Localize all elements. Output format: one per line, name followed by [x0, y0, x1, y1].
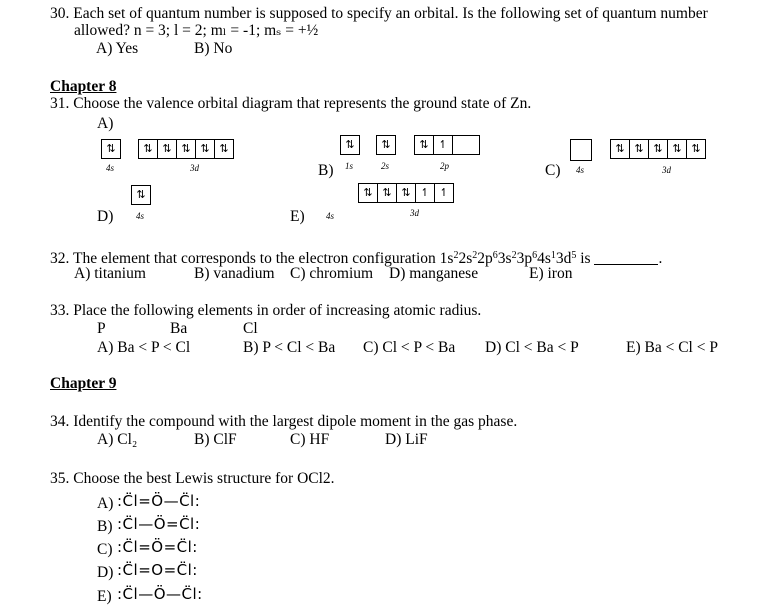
q30-option-b: B) No [194, 40, 233, 57]
config-orbital: 2p [477, 250, 493, 267]
q30-line1: 30. Each set of quantum number is supposed to specify an orbital. Is the following set of quantum number [50, 5, 708, 22]
q33-option-d: D) Cl < Ba < P [485, 339, 579, 356]
q31-e-4s-label: 4s [326, 211, 335, 221]
config-superscript: 6 [532, 250, 538, 261]
orbital-box: ⇅ [414, 135, 434, 155]
orbital-box: ↿ [433, 135, 453, 155]
q31-d-s-orbital [131, 185, 150, 205]
q35-option-d-label: D) [97, 564, 114, 581]
q32-option-a: A) titanium [74, 265, 146, 282]
config-superscript: 2 [472, 250, 478, 261]
q33-option-a: A) Ba < P < Cl [97, 339, 191, 356]
q35-option-e-structure: :C̈l—Ö—C̈l: [117, 585, 203, 603]
q32-question: 32. The element that corresponds to the electron configuration $1s^22s^22p^63s^23p^64s^13d^5$ is . [50, 250, 663, 267]
q31-b-1s-label: 1s [345, 161, 354, 171]
config-superscript: 2 [511, 250, 517, 261]
q31-a-4s-label: 4s [106, 163, 115, 173]
q35-option-b-structure: :C̈l—Ö=C̈l: [117, 515, 201, 533]
q34-question: 34. Identify the compound with the largest dipole moment in the gas phase. [50, 413, 518, 430]
orbital-box: ⇅ [648, 139, 668, 159]
orbital-box: ⇅ [667, 139, 687, 159]
q32-option-b: B) vanadium [194, 265, 275, 282]
orbital-box: ⇅ [195, 139, 215, 159]
config-orbital: 4s [537, 250, 551, 267]
q33-element: Cl [243, 320, 258, 337]
q35-option-c-label: C) [97, 541, 113, 558]
config-orbital: 3p [516, 250, 533, 267]
orbital-box: ↿ [415, 183, 435, 203]
config-orbital: 3s [497, 250, 512, 267]
q35-option-c-structure: :C̈l=Ö=C̈l: [117, 538, 198, 556]
orbital-box: ⇅ [376, 135, 396, 155]
orbital-box: ⇅ [377, 183, 397, 203]
q33-option-b: B) P < Cl < Ba [243, 339, 336, 356]
q31-c-d-orbitals [610, 139, 705, 159]
orbital-box: ⇅ [686, 139, 706, 159]
orbital-box: ⇅ [176, 139, 196, 159]
q31-a-s-orbital [101, 139, 120, 159]
orbital-box: ⇅ [138, 139, 158, 159]
q31-b-1s [340, 135, 359, 155]
q33-option-c: C) Cl < P < Ba [363, 339, 456, 356]
q34-option-a: A) Cl₂ [97, 431, 138, 448]
q35-option-a-label: A) [97, 495, 114, 512]
q32-option-d: D) manganese [389, 265, 479, 282]
chapter-8-heading: Chapter 8 [50, 78, 117, 95]
orbital-box: ⇅ [131, 185, 151, 205]
q31-d-4s-label: 4s [136, 211, 145, 221]
config-superscript: 6 [492, 250, 498, 261]
q33-question: 33. Place the following elements in order of increasing atomic radius. [50, 302, 482, 319]
q34-option-c: C) HF [290, 431, 330, 448]
orbital-box: ⇅ [101, 139, 121, 159]
orbital-box: ⇅ [396, 183, 416, 203]
config-orbital: 3d [555, 250, 572, 267]
orbital-box: ⇅ [358, 183, 378, 203]
orbital-box: ⇅ [610, 139, 630, 159]
chapter-9-heading: Chapter 9 [50, 375, 117, 392]
orbital-box [570, 139, 592, 161]
q33-element: P [97, 320, 106, 337]
q32-option-c: C) chromium [290, 265, 374, 282]
q31-label-d: D) [97, 208, 114, 225]
q31-a-d-orbitals [138, 139, 233, 159]
q31-label-b: B) [318, 162, 334, 179]
q31-label-e: E) [290, 208, 305, 225]
q31-a-3d-label: 3d [190, 163, 199, 173]
q33-element: Ba [170, 320, 188, 337]
config-orbital: is [576, 250, 591, 267]
q31-c-3d-label: 3d [662, 165, 671, 175]
q31-c-4s-label: 4s [576, 165, 585, 175]
q35-question: 35. Choose the best Lewis structure for OCl2. [50, 470, 335, 487]
orbital-box: ⇅ [214, 139, 234, 159]
config-superscript: 1 [550, 250, 556, 261]
orbital-box [452, 135, 480, 155]
answer-blank [594, 250, 658, 265]
q31-c-s-orbital [570, 139, 591, 161]
q33-option-e: E) Ba < Cl < P [626, 339, 718, 356]
q35-option-d-structure: :C̈l=O=C̈l: [117, 561, 198, 579]
q31-b-2s [376, 135, 395, 155]
q31-question: 31. Choose the valence orbital diagram that represents the ground state of Zn. [50, 95, 532, 112]
q35-option-b-label: B) [97, 518, 113, 535]
q35-option-e-label: E) [97, 588, 112, 605]
orbital-box: ⇅ [340, 135, 360, 155]
q31-b-2p-label: 2p [440, 161, 449, 171]
q32-prefix: 32. The element that corresponds to the electron configuration 1s [50, 250, 454, 267]
q34-option-b: B) ClF [194, 431, 237, 448]
q31-e-3d-label: 3d [410, 208, 419, 218]
q31-b-2s-label: 2s [381, 161, 390, 171]
orbital-box: ↿ [434, 183, 454, 203]
q35-option-a-structure: :C̈l=Ö—C̈l: [117, 492, 201, 510]
config-orbital: 2s [458, 250, 473, 267]
q30-option-a: A) Yes [96, 40, 139, 57]
orbital-box: ⇅ [629, 139, 649, 159]
q31-label-a: A) [97, 115, 114, 132]
q31-label-c: C) [545, 162, 561, 179]
config-superscript: 5 [571, 250, 577, 261]
orbital-box: ⇅ [157, 139, 177, 159]
q30-line2: allowed? n = 3; l = 2; mₗ = -1; mₛ = +½ [74, 22, 319, 39]
q34-option-d: D) LiF [385, 431, 428, 448]
config-superscript: 2 [453, 250, 459, 261]
q31-b-2p [414, 135, 479, 155]
q32-option-e: E) iron [529, 265, 573, 282]
q31-e-d-orbitals [358, 183, 453, 203]
